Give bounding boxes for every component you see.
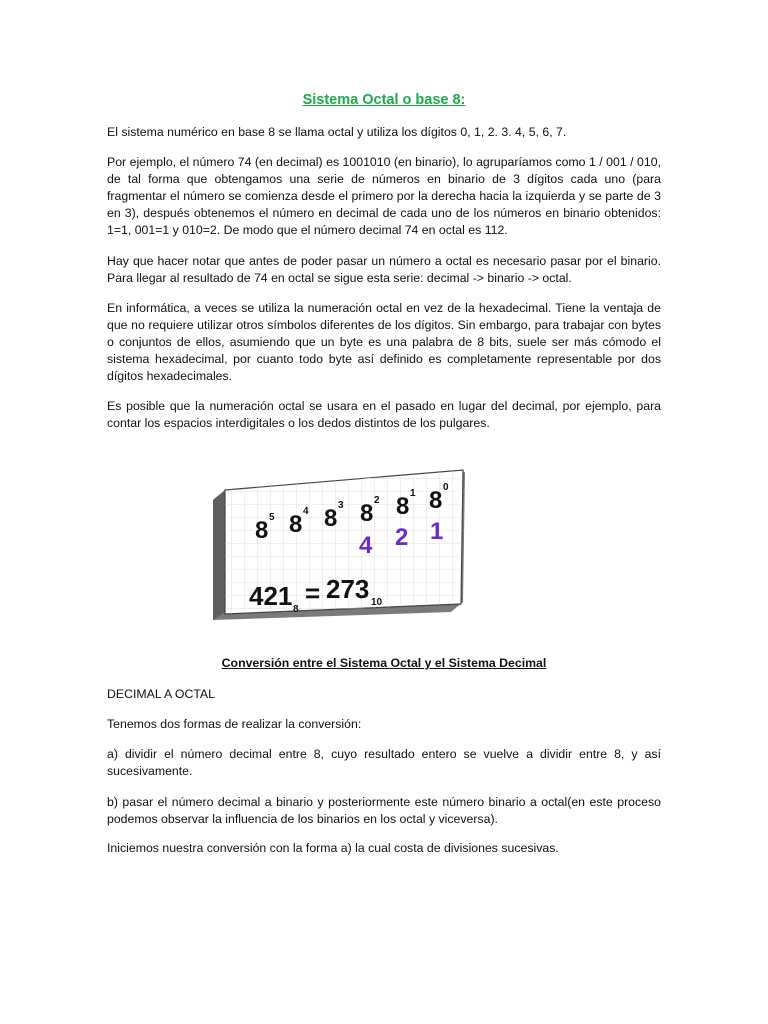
octal-digit-4: 4 bbox=[359, 532, 373, 559]
svg-text:5: 5 bbox=[269, 512, 275, 523]
svg-text:273: 273 bbox=[326, 574, 370, 604]
octal-place-value-figure bbox=[205, 452, 470, 632]
conversion-option-b: b) pasar el número decimal a binario y posteriormente este número binario a octal(en este proceso podemos observar la influencia de los binarios en los octal y viceversa). bbox=[107, 795, 661, 826]
page-title: Sistema Octal o base 8: bbox=[302, 92, 466, 108]
svg-text:8: 8 bbox=[360, 500, 374, 527]
svg-text:=: = bbox=[305, 578, 321, 608]
conversion-option-a: a) dividir el número decimal entre 8, cuyo resultado entero se vuelve a dividir entre 8, y así sucesivamente. bbox=[107, 747, 661, 778]
svg-text:1: 1 bbox=[410, 488, 416, 499]
svg-text:8: 8 bbox=[324, 505, 338, 532]
svg-text:8: 8 bbox=[293, 604, 299, 615]
svg-text:8: 8 bbox=[255, 517, 269, 544]
svg-text:8: 8 bbox=[396, 493, 410, 520]
conversion-intro: Tenemos dos formas de realizar la conversión: bbox=[107, 717, 362, 731]
octal-digit-1: 1 bbox=[430, 518, 444, 545]
section-subtitle: Conversión entre el Sistema Octal y el Sistema Decimal bbox=[221, 656, 547, 670]
svg-text:8: 8 bbox=[429, 487, 443, 514]
paragraph-historical-usage: Es posible que la numeración octal se usara en el pasado en lugar del decimal, por ejemplo, para contar los espacios interdigitales o los dedos distintos de los pulgares. bbox=[107, 399, 661, 430]
svg-text:10: 10 bbox=[371, 597, 383, 608]
svg-text:4: 4 bbox=[303, 506, 309, 517]
conversion-closing: Iniciemos nuestra conversión con la forma a) la cual costa de divisiones sucesivas. bbox=[107, 841, 559, 855]
svg-text:421: 421 bbox=[249, 581, 293, 611]
svg-text:3: 3 bbox=[338, 500, 344, 511]
paragraph-computing-usage: En informática, a veces se utiliza la numeración octal en vez de la hexadecimal. Tiene la ventaja de que no requiere utilizar otros símbolos diferentes de los dígitos. Sin embargo, para trabajar con bytes o conjuntos de ellos, asumiendo que un byte es una palabra de 8 bits, suele ser más cómodo el sistema hexadecimal, por cuanto todo byte así definido es completamente representable por dos dígitos hexadecimales. bbox=[107, 301, 661, 383]
svg-text:8: 8 bbox=[289, 511, 303, 538]
svg-text:2: 2 bbox=[374, 495, 380, 506]
svg-text:0: 0 bbox=[443, 482, 449, 493]
paragraph-binary-path: Hay que hacer notar que antes de poder pasar un número a octal es necesario pasar por el binario. Para llegar al resultado de 74 en octal se sigue esta serie: decimal -> binario -> octal. bbox=[107, 254, 661, 285]
paragraph-octal-definition: El sistema numérico en base 8 se llama octal y utiliza los dígitos 0, 1, 2. 3. 4, 5, 6, 7. bbox=[107, 125, 567, 139]
paragraph-example-74: Por ejemplo, el número 74 (en decimal) es 1001010 (en binario), lo agruparíamos como 1 / 001 / 010, de tal forma que obtengamos una serie de números en binario de 3 dígitos cada uno (para fragmentar el número se comienza desde el primero por la derecha hacia la izquierda y se parte de 3 en 3), después obtenemos el número en decimal de cada uno de los números en binario obtenidos: 1=1, 001=1 y 010=2. De modo que el número decimal 74 en octal es 112. bbox=[107, 155, 661, 237]
section-heading: DECIMAL A OCTAL bbox=[107, 687, 215, 701]
octal-digit-2: 2 bbox=[395, 524, 409, 551]
